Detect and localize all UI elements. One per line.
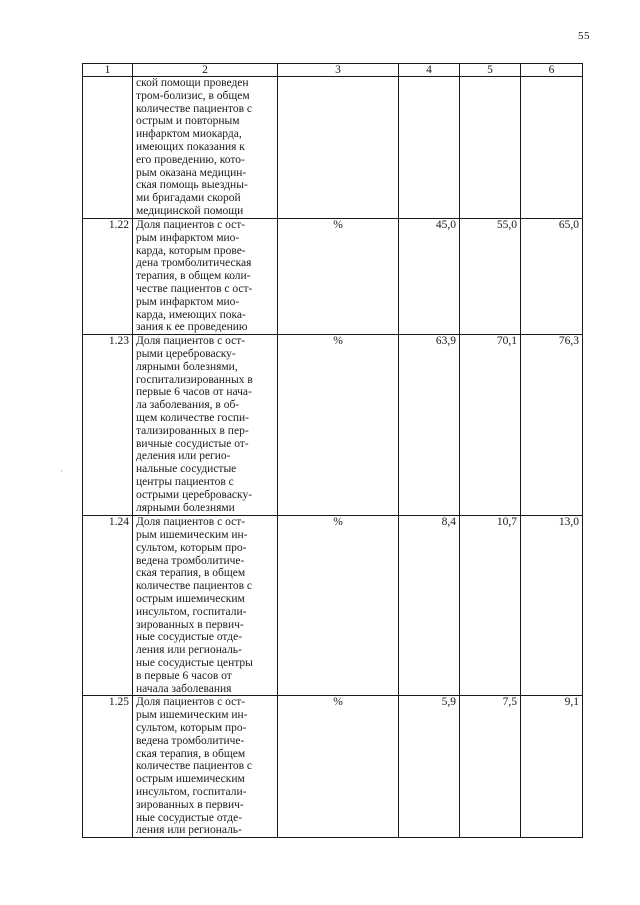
description-line: медицинской помощи [136, 204, 244, 217]
row-unit: % [278, 219, 399, 335]
description-line: острым ишемическим [136, 773, 245, 786]
header-cell-2: 2 [133, 64, 278, 77]
description-line: ла заболевания, в об- [136, 399, 240, 412]
description-line: имеющих показания к [136, 140, 245, 153]
description-line: сультом, которым про- [136, 721, 247, 734]
description-line: ные сосудистые отде- [136, 811, 243, 824]
row-description [133, 77, 278, 219]
header-cell-5: 5 [460, 64, 521, 77]
table-row [83, 77, 583, 219]
description-line: инсультом, госпитали- [136, 605, 247, 618]
description-line: деления или регио- [136, 450, 231, 463]
description-line: ные сосудистые центры [136, 656, 253, 669]
description-line: тром-болизис, в общем [136, 89, 250, 102]
description-line: рыми цереброваску- [136, 347, 236, 360]
row-description [133, 219, 278, 335]
row-value-col4: 45,0 [399, 219, 460, 335]
description-line: количестве пациентов с [136, 580, 252, 593]
description-line: лярными болезнями [136, 501, 235, 514]
page-number: 55 [578, 30, 590, 42]
row-number: 1.24 [83, 516, 133, 696]
description-line: лярными болезнями, [136, 360, 238, 373]
row-unit: % [278, 335, 399, 516]
description-line: ская терапия, в общем [136, 747, 246, 760]
table-row [83, 219, 583, 335]
description-line: рым инфарктом мио- [136, 231, 240, 244]
description-line: Доля пациентов с ост- [136, 516, 246, 529]
row-number: 1.25 [83, 696, 133, 838]
row-number: 1.22 [83, 219, 133, 335]
row-value-col5: 10,7 [460, 516, 521, 696]
row-unit: % [278, 516, 399, 696]
description-line: количестве пациентов с [136, 760, 252, 773]
description-line: Доля пациентов с ост- [136, 219, 246, 231]
description-line: острым ишемическим [136, 592, 245, 605]
row-value-col4: 63,9 [399, 335, 460, 516]
description-line: ская помощь выездны- [136, 179, 248, 192]
description-line: вичные сосудистые от- [136, 437, 249, 450]
description-line: честве пациентов с ост- [136, 282, 253, 295]
row-value-col6 [521, 77, 583, 219]
description-line: зания к ее проведению [136, 321, 248, 334]
description-line: острыми цереброваску- [136, 488, 253, 501]
description-line: ные сосудистые отде- [136, 631, 243, 644]
description-line: количестве пациентов с [136, 102, 252, 115]
row-value-col6: 65,0 [521, 219, 583, 335]
row-value-col5: 70,1 [460, 335, 521, 516]
row-value-col5 [460, 77, 521, 219]
description-line: сультом, которым про- [136, 541, 247, 554]
description-line: карда, имеющих пока- [136, 308, 246, 321]
description-line: нальные сосудистые [136, 463, 237, 476]
description-line: рым оказана медицин- [136, 166, 247, 179]
row-value-col6: 13,0 [521, 516, 583, 696]
description-line: щем количестве госпи- [136, 411, 249, 424]
row-value-col4: 5,9 [399, 696, 460, 838]
description-line: госпитализированных в [136, 373, 253, 386]
description-line: тализированных в пер- [136, 424, 249, 437]
description-line: терапия, в общем коли- [136, 270, 251, 283]
header-cell-4: 4 [399, 64, 460, 77]
description-line: зированных в первич- [136, 618, 244, 631]
description-line: центры пациентов с [136, 475, 234, 488]
description-line: начала заболевания [136, 682, 232, 695]
row-description [133, 516, 278, 696]
header-cell-1: 1 [83, 64, 133, 77]
table-header-row [83, 64, 583, 77]
description-line: рым инфарктом мио- [136, 295, 240, 308]
description-line: ведена тромболитиче- [136, 554, 245, 567]
description-line: ления или региональ- [136, 824, 242, 837]
description-line: ми бригадами скорой [136, 192, 241, 205]
row-value-col6: 9,1 [521, 696, 583, 838]
description-line: инсультом, госпитали- [136, 785, 247, 798]
description-line: его проведению, кото- [136, 153, 245, 166]
description-line: зированных в первич- [136, 798, 244, 811]
table-row [83, 696, 583, 838]
header-cell-6: 6 [521, 64, 583, 77]
description-line: дена тромболитическая [136, 257, 252, 270]
description-line: в первые 6 часов от [136, 669, 232, 682]
row-value-col6: 76,3 [521, 335, 583, 516]
description-line: рым ишемическим ин- [136, 709, 248, 722]
description-line: Доля пациентов с ост- [136, 335, 246, 348]
row-value-col4: 8,4 [399, 516, 460, 696]
scan-mark: · [60, 466, 63, 476]
header-cell-3: 3 [278, 64, 399, 77]
row-value-col4 [399, 77, 460, 219]
description-line: ской помощи проведен [136, 77, 249, 89]
row-number [83, 77, 133, 219]
row-description [133, 335, 278, 516]
row-description [133, 696, 278, 838]
description-line: инфарктом миокарда, [136, 128, 242, 141]
description-line: острым и повторным [136, 115, 240, 128]
table-row [83, 516, 583, 696]
description-line: ления или региональ- [136, 644, 242, 657]
description-line: ведена тромболитиче- [136, 734, 245, 747]
description-line: рым ишемическим ин- [136, 528, 248, 541]
indicators-table [82, 63, 583, 838]
description-line: ская терапия, в общем [136, 567, 246, 580]
row-number: 1.23 [83, 335, 133, 516]
row-value-col5: 7,5 [460, 696, 521, 838]
row-unit: % [278, 696, 399, 838]
table-row [83, 335, 583, 516]
description-line: карда, которым прове- [136, 244, 246, 257]
description-line: Доля пациентов с ост- [136, 696, 246, 709]
description-line: первые 6 часов от нача- [136, 386, 252, 399]
row-value-col5: 55,0 [460, 219, 521, 335]
row-unit [278, 77, 399, 219]
